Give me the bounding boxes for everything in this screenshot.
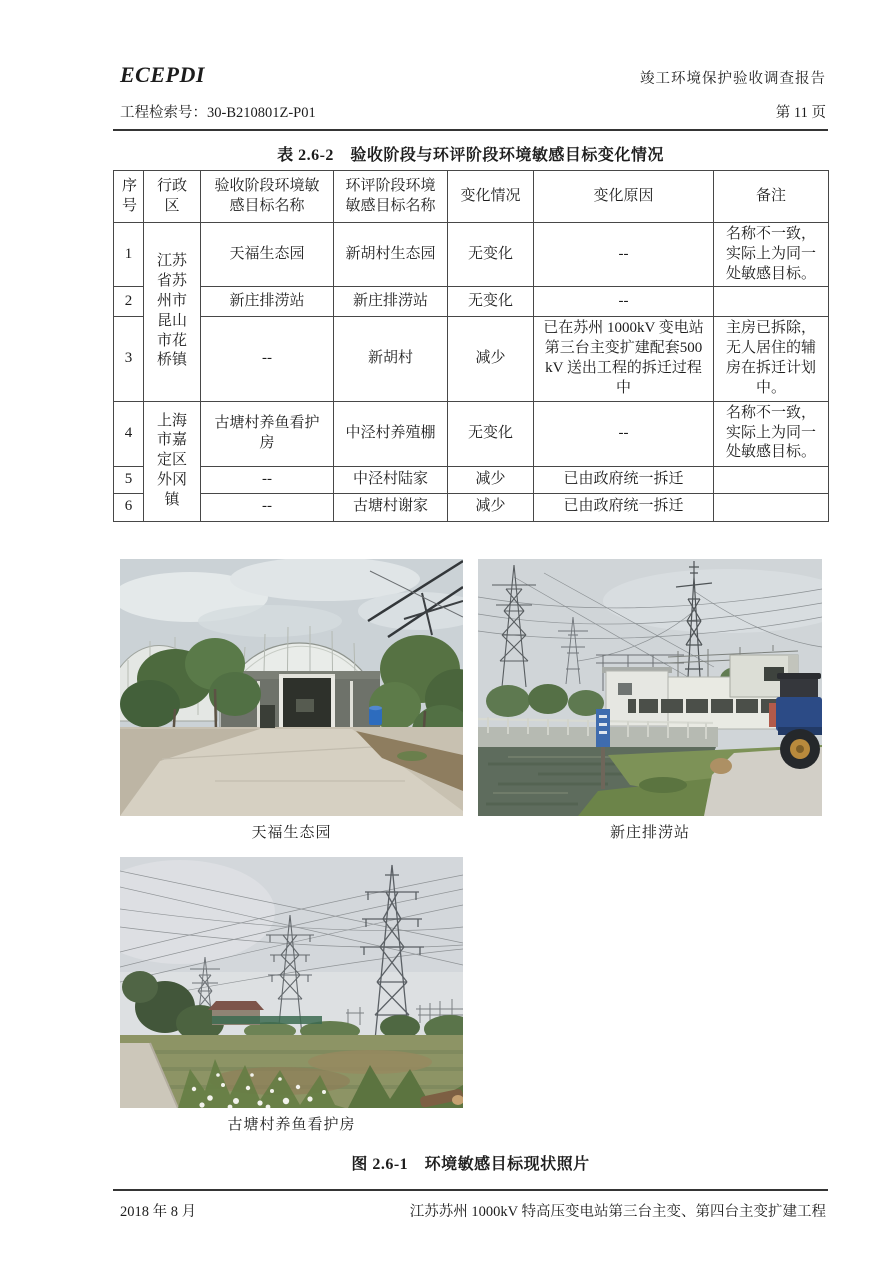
- cell-no: 1: [114, 223, 144, 287]
- cell-no: 4: [114, 401, 144, 466]
- col-header-eia: 环评阶段环境敏感目标名称: [334, 171, 448, 223]
- cell-remark: 主房已拆除，无人居住的辅房在拆迁计划中。: [714, 317, 829, 401]
- table-row: [114, 287, 829, 317]
- table-row: [114, 493, 829, 521]
- col-header-change: 变化情况: [448, 171, 534, 223]
- cell-remark: [714, 466, 829, 493]
- cell-change: 无变化: [448, 401, 534, 466]
- col-header-no: 序号: [114, 171, 144, 223]
- cell-acceptance: 新庄排涝站: [201, 287, 334, 317]
- table-row: [114, 466, 829, 493]
- project-index-number: 工程检索号：30-B210801Z-P01: [120, 105, 316, 121]
- cell-change: 无变化: [448, 223, 534, 287]
- cell-acceptance: --: [201, 466, 334, 493]
- col-header-reason: 变化原因: [534, 171, 714, 223]
- cell-acceptance: 天福生态园: [201, 223, 334, 287]
- cell-eia: 新胡村: [334, 317, 448, 401]
- document-type-label: 竣工环境保护验收调查报告: [640, 71, 826, 87]
- cell-acceptance: 古塘村养鱼看护房: [201, 401, 334, 466]
- photo-caption: 天福生态园: [251, 824, 332, 841]
- cell-remark: 名称不一致，实际上为同一处敏感目标。: [714, 223, 829, 287]
- cell-change: 减少: [448, 493, 534, 521]
- photo-xinzhuang-pump-station: [478, 559, 822, 816]
- tractor: [776, 673, 822, 769]
- dark-bin: [260, 705, 275, 728]
- cell-reason: --: [534, 223, 714, 287]
- cell-remark: [714, 287, 829, 317]
- cell-eia: 新胡村生态园: [334, 223, 448, 287]
- sensitive-targets-table: [113, 170, 829, 522]
- rock: [710, 758, 732, 774]
- cell-no: 2: [114, 287, 144, 317]
- cell-eia: 古塘村谢家: [334, 493, 448, 521]
- col-header-region: 行政区: [144, 171, 201, 223]
- cell-reason: 已在苏州 1000kV 变电站第三台主变扩建配套500kV 送出工程的拆迁过程中: [534, 317, 714, 401]
- header-rule: [113, 129, 828, 131]
- page-header: [113, 0, 828, 131]
- cell-no: 3: [114, 317, 144, 401]
- photo-caption: 古塘村养鱼看护房: [227, 1116, 356, 1133]
- cell-remark: [714, 493, 829, 521]
- photo-pump-station-figure: [478, 559, 822, 842]
- cell-eia: 中泾村陆家: [334, 466, 448, 493]
- company-logo: ECEPDI: [120, 62, 205, 87]
- footer-rule: [113, 1189, 828, 1191]
- cell-reason: 已由政府统一拆迁: [534, 466, 714, 493]
- table-row: [114, 401, 829, 466]
- footer-project-name: 江苏苏州 1000kV 特高压变电站第三台主变、第四台主变扩建工程: [409, 1203, 826, 1220]
- cell-no: 5: [114, 466, 144, 493]
- photo-caption: 新庄排涝站: [609, 824, 690, 841]
- cell-eia: 中泾村养殖棚: [334, 401, 448, 466]
- cell-change: 减少: [448, 317, 534, 401]
- cell-change: 无变化: [448, 287, 534, 317]
- cell-remark: 名称不一致，实际上为同一处敏感目标。: [714, 401, 829, 466]
- cell-no: 6: [114, 493, 144, 521]
- page-number: 第 11 页: [775, 105, 826, 121]
- cell-eia: 新庄排涝站: [334, 287, 448, 317]
- cell-region-jiangsu: 江苏省苏州市昆山市花桥镇: [144, 223, 201, 402]
- cell-acceptance: --: [201, 493, 334, 521]
- photo-section: [113, 559, 828, 1174]
- photo-tianfu-eco-park: [120, 559, 463, 816]
- cell-region-shanghai: 上海市嘉定区外冈镇: [144, 401, 201, 521]
- cell-change: 减少: [448, 466, 534, 493]
- photo-gutang-fish-hut: [120, 857, 463, 1108]
- photo-greenhouse-figure: [120, 559, 463, 842]
- col-header-remark: 备注: [714, 171, 829, 223]
- cell-reason: --: [534, 287, 714, 317]
- table-row: [114, 317, 829, 401]
- footer-date: 2018 年 8 月: [120, 1203, 197, 1220]
- table-row: [114, 223, 829, 287]
- cell-reason: 已由政府统一拆迁: [534, 493, 714, 521]
- page-footer: [113, 1189, 828, 1221]
- cell-acceptance: --: [201, 317, 334, 401]
- blue-barrel: [369, 708, 382, 725]
- cell-reason: --: [534, 401, 714, 466]
- col-header-acceptance: 验收阶段环境敏感目标名称: [201, 171, 334, 223]
- table-header-row: [114, 171, 829, 223]
- table-title: 表 2.6-2 验收阶段与环评阶段环境敏感目标变化情况: [277, 147, 664, 164]
- photo-fish-hut-figure: [120, 857, 463, 1134]
- figure-title: 图 2.6-1 环境敏感目标现状照片: [351, 1155, 590, 1173]
